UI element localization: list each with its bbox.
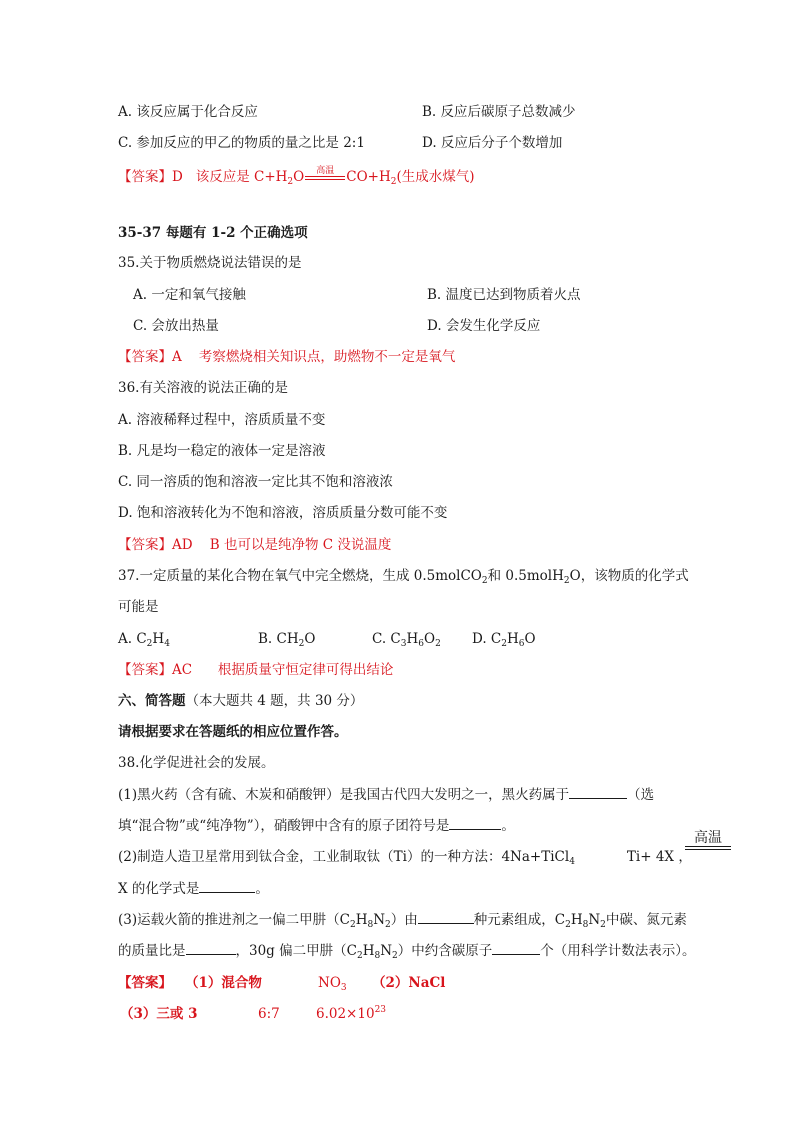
q38-part2-line2: X 的化学式是 。 — [118, 881, 269, 897]
q35-option-d: D. 会发生化学反应 — [427, 318, 541, 334]
q38-answer-3: （3）三或 3 — [120, 1006, 198, 1022]
q38-part3-line1: (3)运载火箭的推进剂之一偏二甲肼$(C_2H_8N_2)$由 种元素组成，$C_2H_8N_2$中碳、氮元素 — [118, 912, 687, 930]
answer-tag: 【答案】AD — [118, 537, 193, 553]
q38-answer-no3: $NO_3$ — [318, 975, 347, 993]
q37-option-c: C. $C_3H_6O_2$ — [372, 631, 441, 649]
q38-stem: 38.化学促进社会的发展。 — [118, 755, 275, 771]
section-6-instruction: 请根据要求在答题纸的相应位置作答。 — [118, 724, 348, 740]
q38-part2-line1: (2)制造人造卫星常用到钛合金，工业制取钛（Ti）的一种方法：4Na+TiCl$_4$ 高温 Ti+ 4X ， — [118, 848, 678, 866]
answer-blank[interactable] — [569, 786, 627, 799]
q36-option-c: C. 同一溶质的饱和溶液一定比其不饱和溶液浓 — [118, 474, 393, 490]
q37-option-d: D. $C_2H_6O$ — [472, 631, 536, 649]
q36-answer: 【答案】AD B 也可以是纯净物 C 没说温度 — [118, 537, 392, 553]
answer-blank[interactable] — [186, 942, 236, 955]
q36-option-b: B. 凡是均一稳定的液体一定是溶液 — [118, 443, 326, 459]
q34-option-d: D. 反应后分子个数增加 — [422, 135, 563, 151]
q38-answer-number: $6.02\times 10^{23}$ — [316, 1005, 387, 1022]
q34-option-a: A. 该反应属于化合反应 — [118, 104, 258, 120]
reaction-condition: 高温 — [685, 830, 731, 850]
q35-option-b: B. 温度已达到物质着火点 — [427, 287, 581, 303]
answer-blank[interactable] — [449, 817, 501, 830]
q38-part3-line2: 的质量比是 ，30g 偏二甲肼$(C_2H_8N_2)$中约含碳原子 个（用科学计数法表示）。 — [118, 943, 696, 961]
q37-answer: 【答案】AC 根据质量守恒定律可得出结论 — [118, 662, 394, 678]
q38-answer-2: （2）NaCl — [372, 975, 446, 991]
answer-blank[interactable] — [492, 942, 540, 955]
q36-stem: 36.有关溶液的说法正确的是 — [118, 380, 288, 396]
answer-tag: 【答案】AC — [118, 662, 193, 678]
q38-part1-line2: 填“混合物”或“纯净物”），硝酸钾中含有的原子团符号是 。 — [118, 818, 515, 834]
q35-stem: 35.关于物质燃烧说法错误的是 — [118, 255, 302, 271]
q37-option-a: A. $C_2H_4$ — [118, 631, 170, 649]
answer-blank[interactable] — [418, 911, 474, 924]
q34-answer: 【答案】D 该反应是 $C+H_2O$ 高温 $CO+H_2$(生成水煤气) — [118, 166, 475, 187]
q38-answer-1: （1）混合物 — [185, 975, 262, 991]
q37-option-b: B. $CH_2O$ — [258, 631, 316, 649]
answer-tag: 【答案】D — [118, 169, 183, 185]
q38-answer-tag: 【答案】 — [118, 975, 172, 991]
q34-option-c: C. 参加反应的甲乙的物质的量之比是 2:1 — [118, 135, 365, 151]
answer-tag: 【答案】A — [118, 349, 182, 365]
q35-option-a: A. 一定和氧气接触 — [133, 287, 246, 303]
q37-stem-line2: 可能是 — [118, 599, 159, 615]
q36-option-d: D. 饱和溶液转化为不饱和溶液，溶质质量分数可能不变 — [118, 505, 448, 521]
answer-blank[interactable] — [199, 880, 255, 893]
reaction-condition: 高温 — [305, 166, 345, 186]
q38-part1-line1: (1)黑火药（含有硫、木炭和硝酸钾）是我国古代四大发明之一，黑火药属于 （选 — [118, 787, 655, 803]
q36-option-a: A. 溶液稀释过程中，溶质质量不变 — [118, 412, 326, 428]
q35-answer: 【答案】A 考察燃烧相关知识点，助燃物不一定是氧气 — [118, 349, 456, 365]
q38-answer-ratio: 6:7 — [258, 1006, 280, 1022]
section-note: 35-37 每题有 1-2 个正确选项 — [118, 225, 308, 241]
q34-option-b: B. 反应后碳原子总数减少 — [422, 104, 576, 120]
section-6-heading: 六、简答题（本大题共 4 题，共 30 分） — [118, 693, 364, 709]
q35-option-c: C. 会放出热量 — [133, 318, 219, 334]
q37-stem: 37.一定质量的某化合物在氧气中完全燃烧，生成 0.5molCO$_2$和 0.5molH$_2$O，该物质的化学式 — [118, 568, 689, 586]
